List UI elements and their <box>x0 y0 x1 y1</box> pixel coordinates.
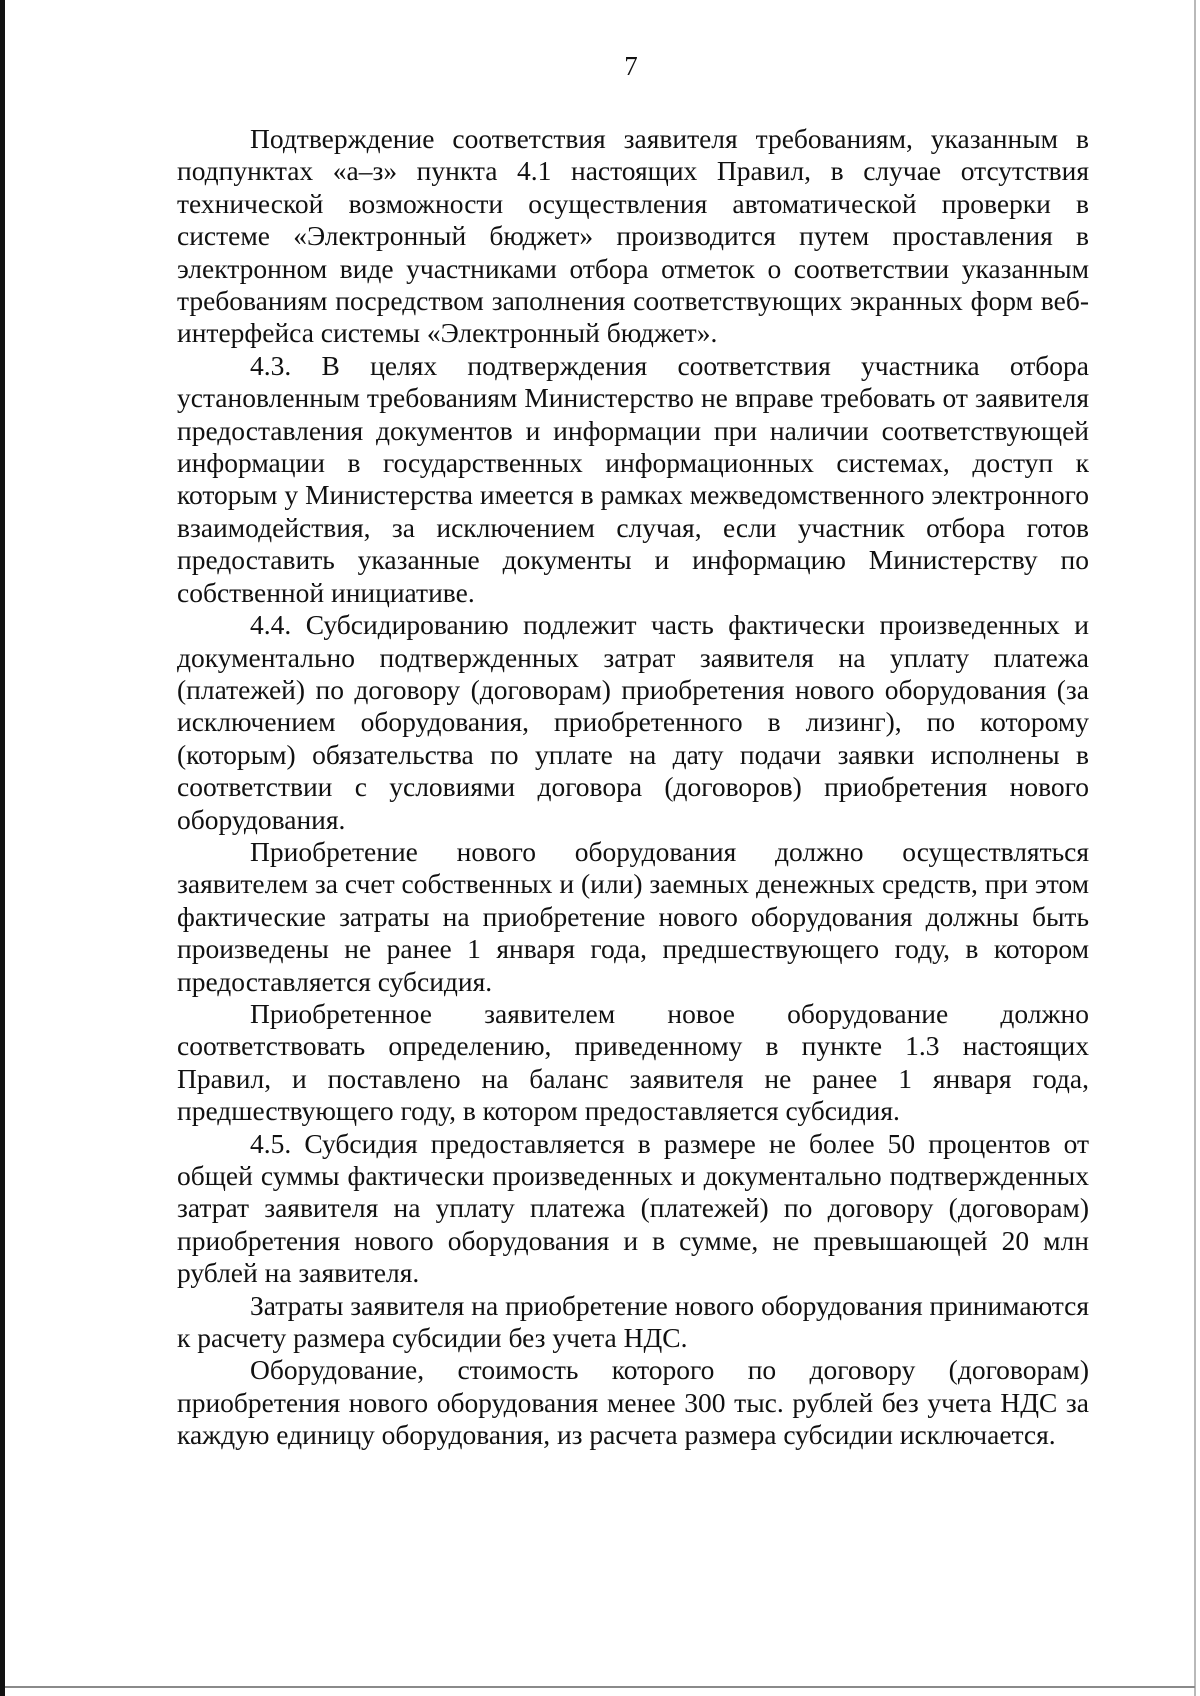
paragraph-equipment-balance: Приобретенное заявителем новое оборудование должно соответствовать определению, приведенному в пункте 1.3 настоящих Правил, и поставлено на баланс заявителя не ранее 1 января года, предшествующего году, в котором предоставляется субсидия. <box>177 997 1089 1127</box>
scan-edge-right <box>1194 0 1196 1696</box>
paragraph-acquisition-funding: Приобретение нового оборудования должно осуществляться заявителем за счет собственных и (или) заемных денежных средств, при этом фактические затраты на приобретение нового оборудования должны быть произведены не ранее 1 января года, предшествующего году, в котором предоставляется субсидия. <box>177 835 1089 997</box>
scan-edge-left <box>0 0 5 1696</box>
document-body <box>177 123 1089 1452</box>
paragraph-threshold: Оборудование, стоимость которого по договору (договорам) приобретения нового оборудования менее 300 тыс. рублей без учета НДС за каждую единицу оборудования, из расчета размера субсидии исключается. <box>177 1354 1089 1451</box>
paragraph-vat-exclusion: Затраты заявителя на приобретение нового оборудования принимаются к расчету размера субсидии без учета НДС. <box>177 1289 1089 1354</box>
paragraph-4-4: 4.4. Субсидированию подлежит часть фактически произведенных и документально подтвержденных затрат заявителя на уплату платежа (платежей) по договору (договорам) приобретения нового оборудования (за исключением оборудования, приобретенного в лизинг), по которому (которым) обязательства по уплате на дату подачи заявки исполнены в соответствии с условиями договора (договоров) приобретения нового оборудования. <box>177 609 1089 835</box>
paragraph-4-3: 4.3. В целях подтверждения соответствия участника отбора установленным требованиям Министерство не вправе требовать от заявителя предоставления документов и информации при наличии соответствующей информации в государственных информационных системах, доступ к которым у Министерства имеется в рамках межведомственного электронного взаимодействия, за исключением случая, если участник отбора готов предоставить указанные документы и информацию Министерству по собственной инициативе. <box>177 349 1089 608</box>
scan-edge-bottom <box>5 1686 1195 1688</box>
page-number: 7 <box>624 51 638 81</box>
paragraph-confirmation: Подтверждение соответствия заявителя требованиям, указанным в подпунктах «а–з» пункта 4.1 настоящих Правил, в случае отсутствия технической возможности осуществления автоматической проверки в системе «Электронный бюджет» производится путем проставления в электронном виде участниками отбора отметок о соответствии указанным требованиям посредством заполнения соответствующих экранных форм веб-интерфейса системы «Электронный бюджет». <box>177 123 1089 349</box>
paragraph-4-5: 4.5. Субсидия предоставляется в размере не более 50 процентов от общей суммы фактически произведенных и документально подтвержденных затрат заявителя на уплату платежа (платежей) по договору (договорам) приобретения нового оборудования и в сумме, не превышающей 20 млн рублей на заявителя. <box>177 1127 1089 1289</box>
